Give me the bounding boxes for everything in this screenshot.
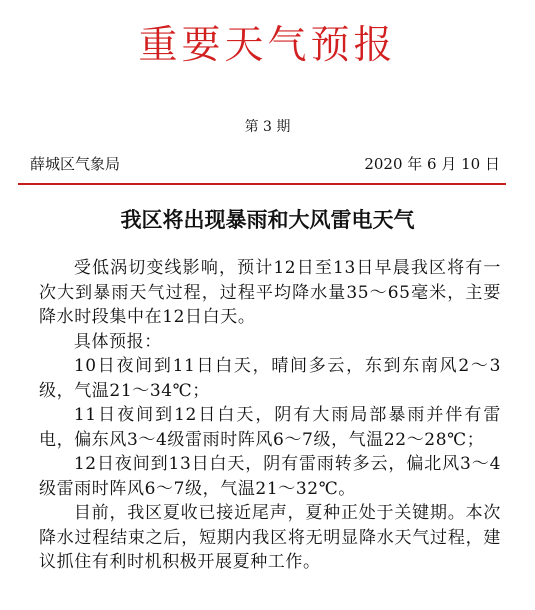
issuing-bureau: 薛城区气象局 [30, 155, 121, 173]
document-title: 我区将出现暴雨和大风雷电天气 [120, 208, 415, 232]
paragraph-forecast-day-2: 11日夜间到12日白天，阴有大雨局部暴雨并伴有雷电，偏东风3～4级雷雨时阵风6～7级，气温22～28℃； [39, 405, 501, 450]
issue-number: 第 3 期 [244, 119, 291, 135]
paragraph-specific-forecast-heading: 具体预报： [73, 331, 162, 352]
paragraph-forecast-day-1: 10日夜间到11日白天，晴间多云，东到东南风2～3级，气温21～34℃； [39, 356, 501, 401]
paragraph-farming-advice: 目前，我区夏收已接近尾声，夏种正处于关键期。本次降水过程结束之后，短期内我区将无明显降水天气过程，建议抓住有利时机积极开展夏种工作。 [39, 503, 501, 572]
bulletin-header-title: 重要天气预报 [138, 23, 397, 68]
bulletin-body [39, 256, 501, 575]
paragraph-forecast-day-3: 12日夜间到13日白天，阴有雷雨转多云，偏北风3～4级雷雨时阵风6～7级，气温21～32℃。 [39, 454, 501, 499]
red-divider-line [18, 183, 506, 185]
paragraph-weather-cause: 受低涡切变线影响，预计12日至13日早晨我区将有一次大到暴雨天气过程，过程平均降水量35～65毫米，主要降水时段集中在12日白天。 [39, 258, 501, 327]
issue-date: 2020 年 6 月 10 日 [364, 155, 500, 173]
